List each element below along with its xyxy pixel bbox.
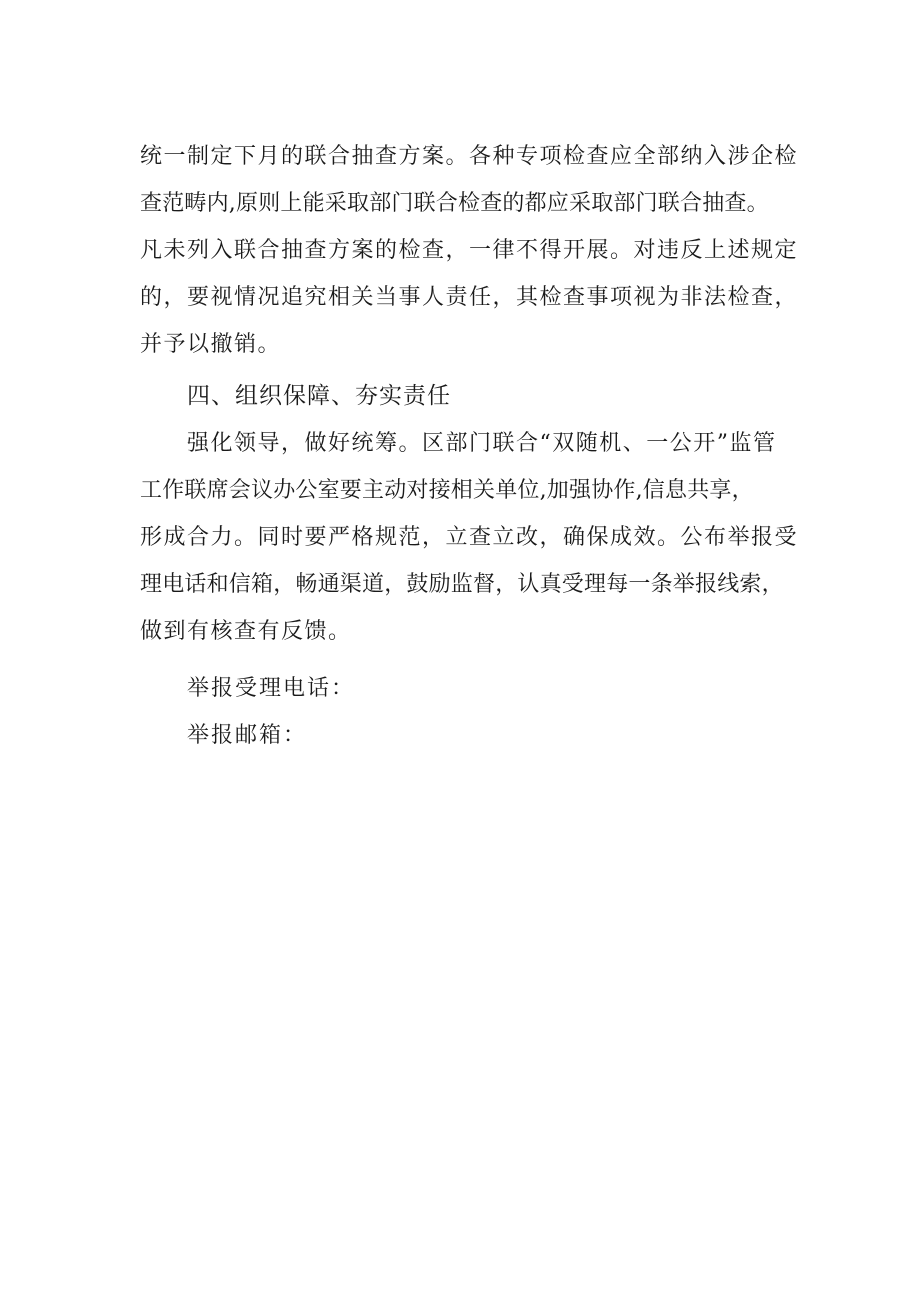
section-heading: 四、组织保障、夯实责任 xyxy=(187,383,451,409)
section-paragraph xyxy=(140,420,820,655)
mailbox-label: 举报邮箱： xyxy=(187,723,308,748)
continuation-paragraph xyxy=(140,133,820,368)
paragraph-line: 做到有核查有反馈。 xyxy=(140,619,352,644)
paragraph-line: 查范畴内,原则上能采取部门联合检查的都应采取部门联合抽查。 xyxy=(140,191,769,216)
paragraph-line: 并予以撤销。 xyxy=(140,332,282,357)
paragraph-line: 强化领导，做好统筹。区部门联合“双随机、一公开”监管 xyxy=(187,431,777,456)
paragraph-line: 理电话和信箱，畅通渠道，鼓励监督，认真受理每一条举报线索， xyxy=(140,572,784,597)
hotline-block xyxy=(140,665,820,712)
paragraph-line: 统一制定下月的联合抽查方案。各种专项检查应全部纳入涉企检 xyxy=(140,144,799,169)
paragraph-line: 形成合力。同时要严格规范，立查立改，确保成效。公布举报受 xyxy=(140,525,799,550)
hotline-label: 举报受理电话： xyxy=(187,676,356,701)
section-heading-block xyxy=(140,373,820,420)
paragraph-line: 凡未列入联合抽查方案的检查，一律不得开展。对违反上述规定 xyxy=(140,238,799,263)
paragraph-line: 工作联席会议办公室要主动对接相关单位,加强协作,信息共享， xyxy=(140,478,754,503)
paragraph-line: 的，要视情况追究相关当事人责任，其检查事项视为非法检查， xyxy=(140,285,799,310)
mailbox-block xyxy=(140,712,820,759)
